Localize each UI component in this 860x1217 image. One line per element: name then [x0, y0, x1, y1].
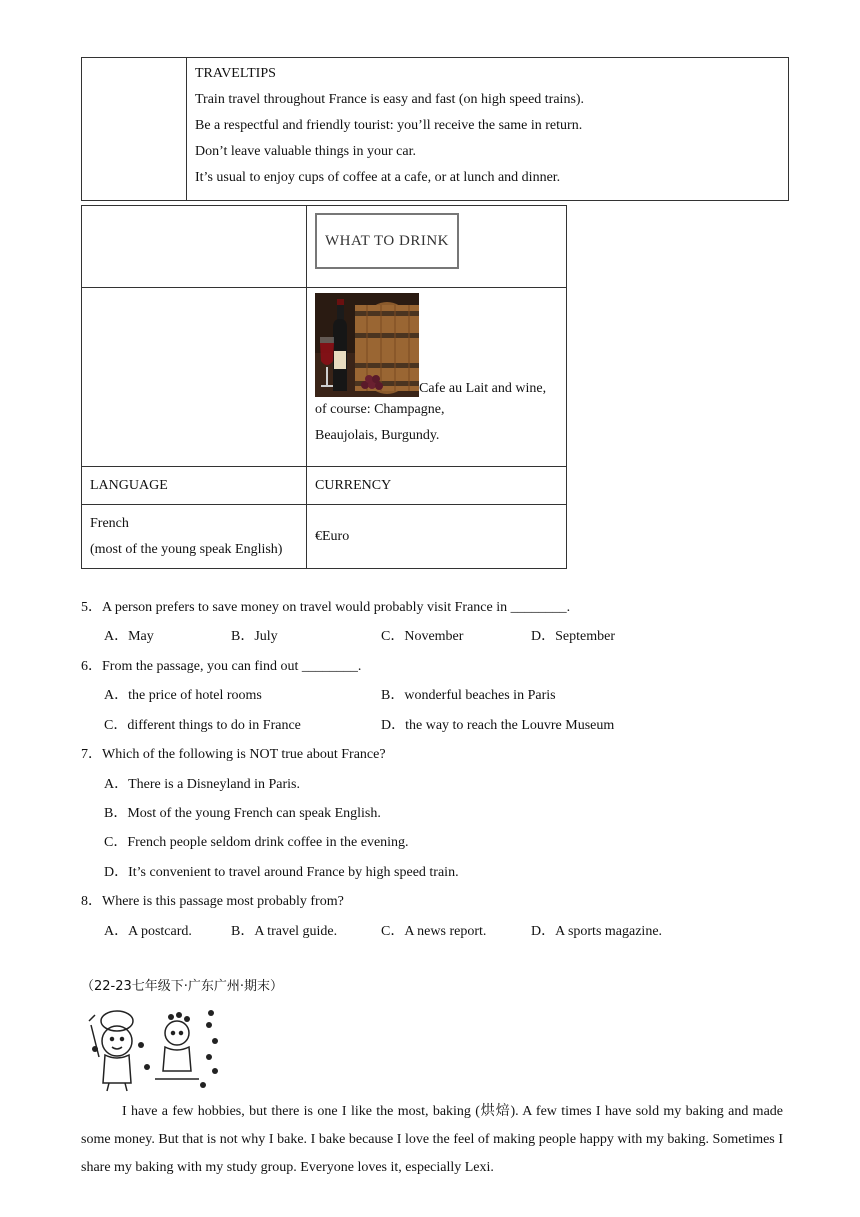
what-to-drink-image: [315, 213, 459, 269]
question-6-option-b[interactable]: B．wonderful beaches in Paris: [381, 688, 556, 703]
question-8-option-a[interactable]: A．A postcard.: [104, 924, 192, 939]
wine-barrel-image: [315, 293, 419, 397]
travel-tips-table: [81, 57, 789, 201]
travel-tips-cell: [187, 58, 789, 201]
question-8-option-b[interactable]: B．A travel guide.: [231, 924, 338, 939]
language-value-cell: [82, 505, 307, 569]
drink-header-cell: [307, 206, 567, 288]
question-6-stem: 6．From the passage, you can find out ________.: [81, 659, 362, 674]
what-to-drink-text: WHAT TO DRINK: [324, 232, 449, 249]
question-7-stem: 7．Which of the following is NOT true about France?: [81, 747, 386, 762]
question-7-option-a[interactable]: A．There is a Disneyland in Paris.: [104, 777, 300, 792]
question-5-option-c[interactable]: C．November: [381, 629, 464, 644]
language-value-1: French: [90, 515, 129, 531]
language-label: LANGUAGE: [90, 477, 168, 493]
question-6-option-c[interactable]: C．different things to do in France: [104, 718, 301, 733]
question-8-option-c[interactable]: C．A news report.: [381, 924, 487, 939]
drink-empty-cell-2: [82, 288, 307, 467]
question-7-option-c[interactable]: C．French people seldom drink coffee in the evening.: [104, 835, 409, 850]
travel-tip: It’s usual to enjoy cups of coffee at a cafe, or at lunch and dinner.: [195, 170, 561, 185]
travel-tip: Train travel throughout France is easy and fast (on high speed trains).: [195, 92, 585, 107]
question-8-stem: 8．Where is this passage most probably from?: [81, 894, 344, 909]
travel-tips-heading: TRAVELTIPS: [195, 66, 276, 81]
currency-header-cell: [307, 467, 567, 505]
question-7-option-b[interactable]: B．Most of the young French can speak English.: [104, 806, 381, 821]
question-6-option-d[interactable]: D．the way to reach the Louvre Museum: [381, 718, 615, 733]
question-6-option-a[interactable]: A．the price of hotel rooms: [104, 688, 262, 703]
source-note: （22-23七年级下·广东广州·期末）: [81, 979, 284, 994]
baking-cartoon-image: [81, 1005, 227, 1093]
currency-value-cell: [307, 505, 567, 569]
currency-value: €Euro: [315, 528, 350, 544]
travel-tips-empty-cell: [82, 58, 187, 201]
drink-line-2: of course: Champagne,: [315, 402, 445, 417]
currency-label: CURRENCY: [315, 477, 392, 493]
drink-empty-cell: [82, 206, 307, 288]
question-5-option-b[interactable]: B．July: [231, 629, 278, 644]
passage-paragraph: I have a few hobbies, but there is one I like the most, baking (烘焙). A few times I have sold my baking and made some money. But that is not why I bake. I bake because I love the feel of making people happy with my baking. Sometimes I share my baking with my study group. Everyone loves it, especially Lexi.: [81, 1104, 783, 1175]
drink-line-3: Beaujolais, Burgundy.: [315, 428, 440, 443]
drink-language-table: [81, 205, 567, 569]
question-7-option-d[interactable]: D．It’s convenient to travel around France by high speed train.: [104, 865, 459, 880]
question-8-option-d[interactable]: D．A sports magazine.: [531, 924, 663, 939]
question-5-option-a[interactable]: A．May: [104, 629, 154, 644]
question-5-option-d[interactable]: D．September: [531, 629, 615, 644]
travel-tip: Don’t leave valuable things in your car.: [195, 144, 416, 159]
travel-tip: Be a respectful and friendly tourist: you’ll receive the same in return.: [195, 118, 583, 133]
language-header-cell: [82, 467, 307, 505]
question-5-stem: 5．A person prefers to save money on travel would probably visit France in ________.: [81, 600, 571, 615]
language-value-2: (most of the young speak English): [90, 541, 283, 557]
drink-line-1: Cafe au Lait and wine,: [419, 381, 547, 396]
drink-content-cell: [307, 288, 567, 467]
